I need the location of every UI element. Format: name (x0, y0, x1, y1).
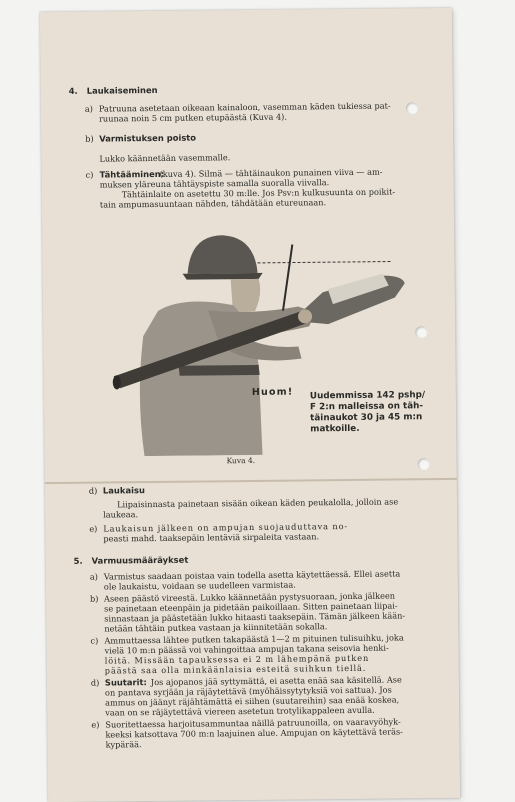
item-label: d) (90, 677, 100, 688)
text-line: ruunaa noin 5 cm putken etupäästä (Kuva 4). (98, 111, 287, 124)
punch-hole (406, 102, 418, 114)
item-title: Suutarit: (104, 677, 147, 688)
section-number: 4. (68, 85, 78, 96)
item-label: c) (90, 635, 99, 646)
text-line: Suoritettaessa harjoitusammuntaa näillä patruunoilla, on vaaravyöhyk- (105, 716, 401, 730)
text-line: Jos ajopanos jää syttymättä, ei asetta enää saa käsitellä. Ase (150, 674, 402, 688)
text-line: löitä. Missään tapauksessa ei 2 m lähempänä putken (104, 652, 370, 666)
note-line: täinaukot 30 ja 45 m:n (310, 412, 423, 424)
text-line: Lukko käännetään vasemmalle. (99, 152, 231, 164)
item-label: b) (89, 593, 99, 604)
text-line: vaan on se räjäytettävä viereen asetetun trotylikappaleen avulla. (105, 704, 375, 718)
text-line: se painetaan eteenpäin ja pidetään paikoillaan. Sitten painetaan liipai- (104, 600, 398, 614)
item-title: Varmistuksen poisto (99, 132, 197, 144)
text-line: muksen yläreuna tähtäyspiste samalla suoralla viivalla. (99, 177, 330, 190)
text-line: Patruuna asetetaan oikeaan kainaloon, vasemman käden tukiessa pat- (98, 100, 391, 114)
text-line: ole laukaistu, voidaan se uudelleen varmistaa. (103, 579, 296, 592)
item-label: c) (85, 169, 94, 180)
item-label: a) (84, 103, 94, 114)
item-title: Laukaisu (102, 485, 145, 496)
text-line: keeksi katsottava 700 m:n laajuinen alue. Ampujan on käytettävä teräs- (105, 726, 403, 740)
punch-hole (415, 326, 427, 338)
text-line: Ammuttaessa lähtee putken takapäästä 1—2 m pituinen tulisuihku, joka (104, 632, 404, 646)
text-line: sinnastaan ja päästetään lukko hitaasti taaksepäin. Tämän jälkeen kään- (104, 610, 406, 624)
text-line: (kuva 4). Silmä — tähtäinaukon punainen viiva — am- (159, 166, 383, 179)
note-heading: Huom! (251, 386, 294, 398)
text-line: tain ampumasuuntaan nähden, tähdätään etureunaan. (99, 197, 327, 210)
note-line: F 2:n malleissa on täh- (309, 401, 424, 413)
text-line: kypärää. (105, 739, 142, 750)
note-line: matkoille. (310, 423, 360, 435)
figure-caption: Kuva 4. (226, 455, 256, 466)
item-label: e) (89, 523, 98, 534)
paper-fold (45, 478, 457, 484)
text-line: vielä 10 m:n päässä voi vahingoittaa ampujan takana seisovia henki- (104, 642, 389, 656)
text-line: on pantava syrjään ja räjäytettävä (myöhäissytytyksiä voi sattua). Jos (104, 684, 392, 698)
text-line: netään tähtäin putkea vastaan ja kiinnitetään sokalla. (104, 621, 328, 634)
item-label: d) (88, 485, 98, 496)
text-line: Laukaisun jälkeen on ampujan suojauduttava no- (103, 520, 349, 534)
item-title: Tähtääminen: (99, 168, 165, 180)
document-page (40, 8, 460, 802)
text-line: päästä saa olla minkäänlaisia esteitä suihkun tiellä. (104, 662, 367, 676)
text-line: Aseen päästö vireestä. Lukko käännetään pystysuoraan, jonka jälkeen (103, 590, 396, 604)
text-line: Liipaisinnasta painetaan sisään oikean käden peukalolla, jolloin ase (116, 496, 399, 510)
text-line: laukeaa. (103, 509, 139, 520)
item-label: b) (85, 133, 94, 144)
text-line: Varmistus saadaan poistaa vain todella asetta käytettäessä. Ellei asetta (103, 568, 401, 582)
punch-hole (418, 458, 430, 470)
text-line: Tähtäinlaite on asetettu 30 m:lle. Jos Psv:n kulkusuunta on poikit- (121, 186, 396, 200)
note-line: Uudemmissa 142 pshp/ (309, 390, 426, 402)
section-title: Laukaiseminen (86, 84, 158, 96)
text-line: peasti mahd. taaksepäin lentäviä sirpaleita vastaan. (103, 531, 320, 544)
item-label: e) (91, 719, 100, 730)
item-label: a) (89, 571, 98, 582)
section-title: Varmuusmääräykset (91, 554, 189, 566)
section-number: 5. (73, 555, 83, 566)
text-line: ammus on jäänyt räjähtämättä ei siihen (suutareihin) saa enää koskea, (105, 694, 400, 708)
